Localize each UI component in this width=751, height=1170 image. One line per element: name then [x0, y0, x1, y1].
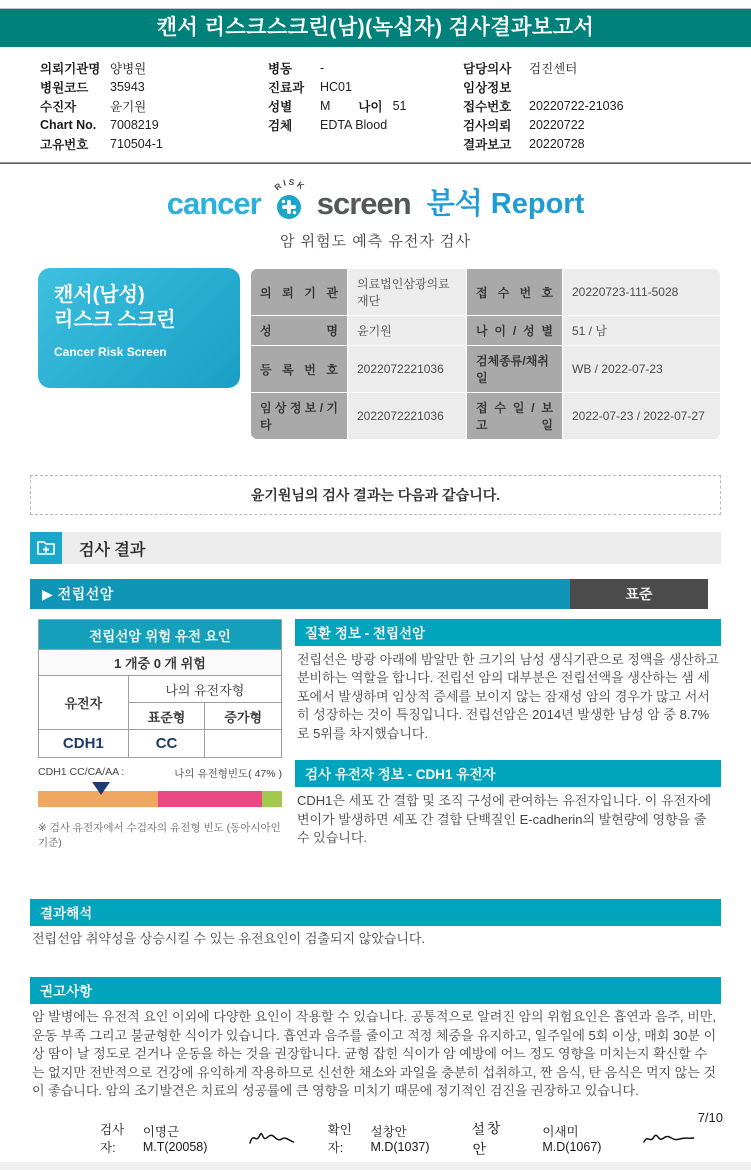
info-row: [40, 96, 268, 115]
risk-table-header: 전립선암 위험 유전 요인: [39, 620, 282, 650]
result-notice: 윤기원님의 검사 결과는 다음과 같습니다.: [30, 475, 721, 515]
spacer: [295, 743, 721, 760]
info-label: Chart No.: [40, 117, 97, 132]
cancer-name-bar: [30, 579, 570, 609]
disease-info-title: 질환 정보 - 전립선암: [295, 619, 721, 646]
tester-name: 이명근 M.T(20058): [142, 1125, 208, 1154]
patient-info: [0, 47, 751, 159]
patient-info-col1: [40, 58, 268, 153]
info-label: 담당의사: [463, 61, 512, 76]
summary-label: 의 뢰 기 관: [251, 269, 347, 315]
svg-text:RISK: RISK: [272, 178, 308, 193]
col-my-genotype: 나의 유전자형: [128, 676, 281, 703]
frequency-segment: [158, 791, 263, 807]
table-row: [251, 393, 720, 439]
card-title: [54, 283, 224, 333]
info-value: 35943: [110, 79, 145, 94]
frequency-bar: [38, 791, 282, 807]
specimen-summary-table: [250, 268, 721, 440]
summary-label: 등 록 번 호: [251, 346, 347, 392]
cancer-risk-screen-card: [38, 268, 240, 388]
summary-label: 성 명: [251, 316, 347, 345]
info-row: [463, 77, 733, 96]
info-value: 양병원: [110, 61, 147, 76]
info-label: 결과보고: [463, 137, 512, 152]
footer: [0, 1110, 751, 1158]
info-label: 고유번호: [40, 137, 89, 152]
info-label: 검체: [268, 118, 293, 133]
patient-info-col2: [268, 58, 463, 153]
summary-value: WB / 2022-07-23: [563, 346, 720, 392]
info-value: 710504-1: [110, 136, 163, 151]
table-row: [251, 269, 720, 315]
info-value: 20220728: [529, 136, 585, 151]
confirmer2-name: 이새미 M.D(1067): [542, 1125, 602, 1154]
table-row: [251, 346, 720, 392]
summary-value: 윤기원: [348, 316, 466, 345]
info-value: 윤기원: [110, 99, 147, 114]
table-row: [251, 316, 720, 345]
disease-info-body: 전립선은 방광 아래에 밤알만 한 크기의 남성 생식기관으로 정액을 생산하고 분비하는 역할을 합니다. 전립선 암의 대부분은 전립선액을 생산하는 샘 세포에서 발생하며 임상적 증세를 보이지 않는 잠재성 암의 경우가 많고 서서히 성장하는 것이 특징입니다. 전립선암은 2014년 발생한 남성 암 중 8.7%로 5위를 차지했습니다.: [297, 652, 719, 741]
interpretation-section: [30, 899, 721, 948]
card-title-line1: 캔서(남성): [54, 284, 145, 306]
info-label: 진료과: [268, 80, 305, 95]
logo-analysis-text: 분석 Report: [426, 188, 585, 220]
col-increase: 증가형: [205, 703, 282, 730]
info-label: 의뢰기관명: [40, 61, 101, 76]
info-row: [268, 77, 463, 96]
col-standard: 표준형: [128, 703, 205, 730]
info-label: 성별: [268, 99, 293, 114]
frequency-labels: [38, 766, 282, 781]
info-row: [463, 115, 733, 134]
logo-screen-text: screen: [316, 186, 411, 221]
info-label: 검사의뢰: [463, 118, 512, 133]
gene-info-title: 검사 유전자 정보 - CDH1 유전자: [295, 760, 721, 787]
risk-badge-icon: [267, 178, 311, 222]
report-title: 캔서 리스크스크린(남)(녹십자) 검사결과보고서: [0, 9, 751, 47]
info-value: 51: [392, 98, 407, 113]
detail-section: [38, 619, 721, 850]
tester-signature-group: [100, 1120, 298, 1156]
confirmer2-signature-icon: [640, 1128, 697, 1148]
summary-label: 접 수 번 호: [467, 269, 562, 315]
page-number: 7/10: [697, 1110, 723, 1125]
tester-signature-icon: [246, 1127, 298, 1149]
patient-info-col3: [463, 58, 733, 153]
info-label: 병원코드: [40, 80, 89, 95]
recommendation-section: [30, 977, 721, 1100]
cancer-name: 전립선암: [57, 586, 114, 602]
logo-cancer-text: cancer: [166, 186, 261, 221]
table-row: [39, 650, 282, 676]
info-label: 수진자: [40, 99, 77, 114]
table-row: [39, 676, 282, 703]
card-title-line2: 리스크 스크린: [54, 309, 176, 331]
recommendation-title: 권고사항: [30, 977, 721, 1004]
table-row: [39, 620, 282, 650]
gene-name: CDH1: [39, 730, 129, 758]
spacer: [708, 579, 721, 609]
info-row: [40, 115, 268, 134]
confirmer1-name: 설창안 M.D(1037): [370, 1125, 430, 1154]
confirmer2-signature-group: [542, 1122, 697, 1154]
frequency-bar-track: [38, 791, 282, 807]
summary-label: 접 수 일 / 보 고 일: [467, 393, 562, 439]
card-subtitle: Cancer Risk Screen: [54, 345, 167, 359]
logo-subtitle: 암 위험도 예측 유전자 검사: [279, 233, 472, 250]
section-divider: [0, 162, 751, 164]
confirmer1-signature: 설창안: [471, 1119, 504, 1158]
confirmer-label: 확인자:: [327, 1123, 352, 1155]
info-row: [40, 58, 268, 77]
summary-value: 2022072221036: [348, 346, 466, 392]
summary-value: 51 / 남: [563, 316, 720, 345]
frequency-gene-label: CDH1 CC/CA/AA :: [38, 766, 125, 778]
frequency-note: ※ 검사 유전자에서 수검자의 유전형 빈도 (동아시아인 기준): [38, 822, 281, 849]
gene-info-body: CDH1은 세포 간 결합 및 조직 구성에 관여하는 유전자입니다. 이 유전자에 변이가 발생하면 세포 간 결합 단백질인 E-cadherin의 발현량에 영향을 줄 수 있습니다.: [297, 793, 712, 846]
info-label: 나이: [358, 99, 383, 114]
info-row: [463, 58, 733, 77]
summary-label: 검체종류/채취일: [467, 346, 562, 392]
info-row: [40, 134, 268, 153]
info-value: 검진센터: [529, 61, 578, 76]
interpretation-body: 전립선암 취약성을 상승시킬 수 있는 유전요인이 검출되지 않았습니다.: [32, 931, 426, 946]
col-gene: 유전자: [39, 676, 129, 730]
summary-value: 20220723-111-5028: [563, 269, 720, 315]
summary-section: [38, 268, 721, 440]
info-row: [40, 77, 268, 96]
confirmer1-signature-group: [328, 1118, 519, 1158]
tester-label: 검사자:: [100, 1123, 125, 1155]
frequency-value-label: 나의 유전형빈도( 47% ): [174, 768, 282, 780]
summary-value: 2022-07-23 / 2022-07-27: [563, 393, 720, 439]
info-row: [463, 96, 733, 115]
info-label: 병동: [268, 61, 293, 76]
genotype-increase: [205, 730, 282, 758]
info-value: 20220722-21036: [529, 98, 624, 113]
bottom-strip: [0, 1162, 751, 1170]
info-row: [268, 115, 463, 134]
status-badge: 표준: [570, 579, 708, 609]
info-row: [268, 58, 463, 77]
info-value: 7008219: [110, 117, 159, 132]
summary-label: 임 상 정 보 / 기 타: [251, 393, 347, 439]
interpretation-title: 결과해석: [30, 899, 721, 926]
section-header: [30, 532, 721, 564]
info-row: [463, 134, 733, 153]
info-row: [268, 96, 463, 115]
summary-value: 2022072221036: [348, 393, 466, 439]
info-value: 20220722: [529, 117, 585, 132]
risk-gene-table: [38, 619, 282, 758]
genotype-standard: CC: [128, 730, 205, 758]
recommendation-body: 암 발병에는 유전적 요인 이외에 다양한 요인이 작용할 수 있습니다. 공통적으로 알려진 암의 위험요인은 흡연과 음주, 비만, 운동 부족 그리고 불균형한 식이가 있습니다. 흡연과 음주를 줄이고 적정 체중을 유지하고, 일주일에 5회 이상, 매회 30분 이상 땀이 날 정도로 걷거나 운동을 하는 것을 권장합니다. 균형 잡힌 식이가 암 예방에 어느 정도 영향을 미치는지 확신할 수는 없지만 전반적으로 건강에 유익하게 작용하므로 신선한 채소와 과일을 충분히 섭취하고, 짠 음식, 탄 음식은 먹지 않는 것이 좋습니다. 암의 조기발견은 치료의 성공률에 큰 영향을 미치기 때문에 정기적인 검진을 권장하고 있습니다.: [32, 1009, 717, 1099]
folder-plus-icon: [30, 532, 62, 564]
info-panel: [295, 619, 721, 850]
summary-value: 의료법인삼광의료재단: [348, 269, 466, 315]
table-row: [39, 730, 282, 758]
risk-summary: 1 개중 0 개 위험: [39, 650, 282, 676]
frequency-marker: [92, 782, 110, 795]
summary-label: 나 이 / 성 별: [467, 316, 562, 345]
top-strip: [0, 0, 751, 9]
cancer-result-row: [30, 579, 721, 609]
triangle-marker-icon: ▶: [42, 585, 54, 602]
info-value: EDTA Blood: [320, 117, 388, 132]
brand-logo: [0, 178, 751, 222]
info-value: -: [320, 60, 325, 75]
section-title: 검사 결과: [79, 541, 146, 559]
risk-factor-panel: [38, 619, 282, 850]
info-value: HC01: [320, 79, 352, 94]
info-label: 접수번호: [463, 99, 512, 114]
info-label: 임상정보: [463, 80, 512, 95]
frequency-segment: [262, 791, 282, 807]
info-value: M: [320, 98, 331, 113]
